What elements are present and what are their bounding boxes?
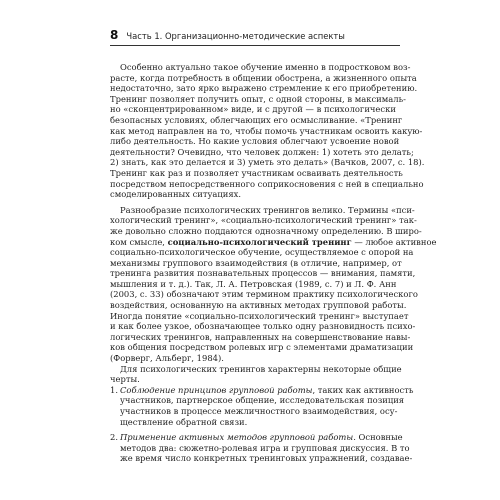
list-number: 2. [110,432,118,443]
text-run: . Основные [353,432,403,443]
text-line: расте, когда потребность в общении обострена, а жизненного опыта [110,72,417,83]
text-line: хологический тренинг», «социально-психологический тренинг» так- [110,215,417,226]
italic-term: Применение активных методов групповой работы [120,432,354,443]
text-line: логических тренингов, направленных на совершенствование навы- [110,331,411,342]
list-number: 1. [110,384,118,395]
text-line: тренинга развития познавательных процессов — внимания, памяти, [110,268,416,279]
text-line: (2003, с. 33) обозначают этим термином практику психологического [110,289,418,300]
list-item [110,432,413,464]
text-run: — любое активное [351,236,437,247]
text-line: Иногда понятие «социально-психологический тренинг» выступает [110,310,409,321]
text-line: участников, партнерское общение, исследовательская позиция [120,395,405,406]
text-line: мышления и т. д.). Так, Л. А. Петровская (1989, с. 7) и Л. Ф. Анн [110,278,397,289]
text-line: Особенно актуально такое обучение именно в подростковом воз- [120,62,411,72]
text-line: воздействия, основанную на активных методах групповой работы. [110,300,407,311]
italic-term: Соблюдение принципов групповой работы [120,384,313,395]
text-line: черты. [110,374,140,385]
text-line: Тренинг как раз и позволяет участникам осваивать деятельность [110,167,403,178]
bold-term: социально-психологический тренинг [167,236,352,247]
running-head: Часть 1. Организационно-методические аспекты [126,31,345,41]
text-line: ществление обратной связи. [120,416,248,427]
text-run: ком смысле, [110,236,168,247]
text-line: ков общения посредством ролевых игр с элементами драматизации [110,342,414,353]
text-line: (Форверг, Альберг, 1984). [110,353,224,364]
text-line: деятельности? Очевидно, что человек должен: 1) хотеть это делать; [110,146,414,157]
text-line: методов два: сюжетно-ролевая игра и групповая дискуссия. В то [120,442,410,453]
paragraph-1 [110,62,425,200]
text-line [110,384,414,396]
text-line: Для психологических тренингов характерны некоторые общие [120,363,402,374]
text-line: социально-психологическое обучение, осуществляемое с опорой на [110,247,414,258]
text-line: и как более узкое, обозначающее только одну разновидность психо- [110,321,416,332]
text-line [110,432,403,443]
text-line: недостаточно, зато ярко выражено стремление к его приобретению. [110,83,418,94]
text-line: Разнообразие психологических тренингов велико. Термины «пси- [120,204,415,215]
page-header [110,28,400,44]
text-line: 2) знать, как это делается и 3) уметь это делать» (Вачков, 2007, с. 18). [110,157,425,168]
text-line: Тренинг позволяет получить опыт, с одной стороны, в максималь- [110,93,406,104]
paragraph-2 [110,204,437,364]
text-run: , таких как активность [312,384,414,395]
text-line: же время число конкретных тренинговых упражнений, создавае- [120,453,413,464]
paragraph-3 [110,364,400,385]
text-line: но «сконцентрированном» виде, и с другой — в психологически [110,104,396,115]
text-line: как метод направлен на то, чтобы помочь участникам освоить какую- [110,125,423,136]
body-text [110,62,437,464]
header-rule [110,45,400,46]
page-number: 8 [110,28,119,42]
text-line: смоделированных ситуациях. [110,189,242,200]
text-line: посредством непосредственного соприкосновения с ней в специально [110,178,424,189]
text-line: либо деятельность. Но какие условия облегчают усвоение новой [110,136,400,147]
text-line: механизмы группового взаимодействия (в отличие, например, от [110,257,402,268]
list-item [110,384,414,427]
text-line: же довольно сложно поддаются однозначному определению. В широ- [110,225,422,236]
text-line [110,236,437,248]
text-line: безопасных условиях, облегчающих его осмысливание. «Тренинг [110,114,403,125]
text-line: участников в процессе межличностного взаимодействия, осу- [120,406,398,416]
